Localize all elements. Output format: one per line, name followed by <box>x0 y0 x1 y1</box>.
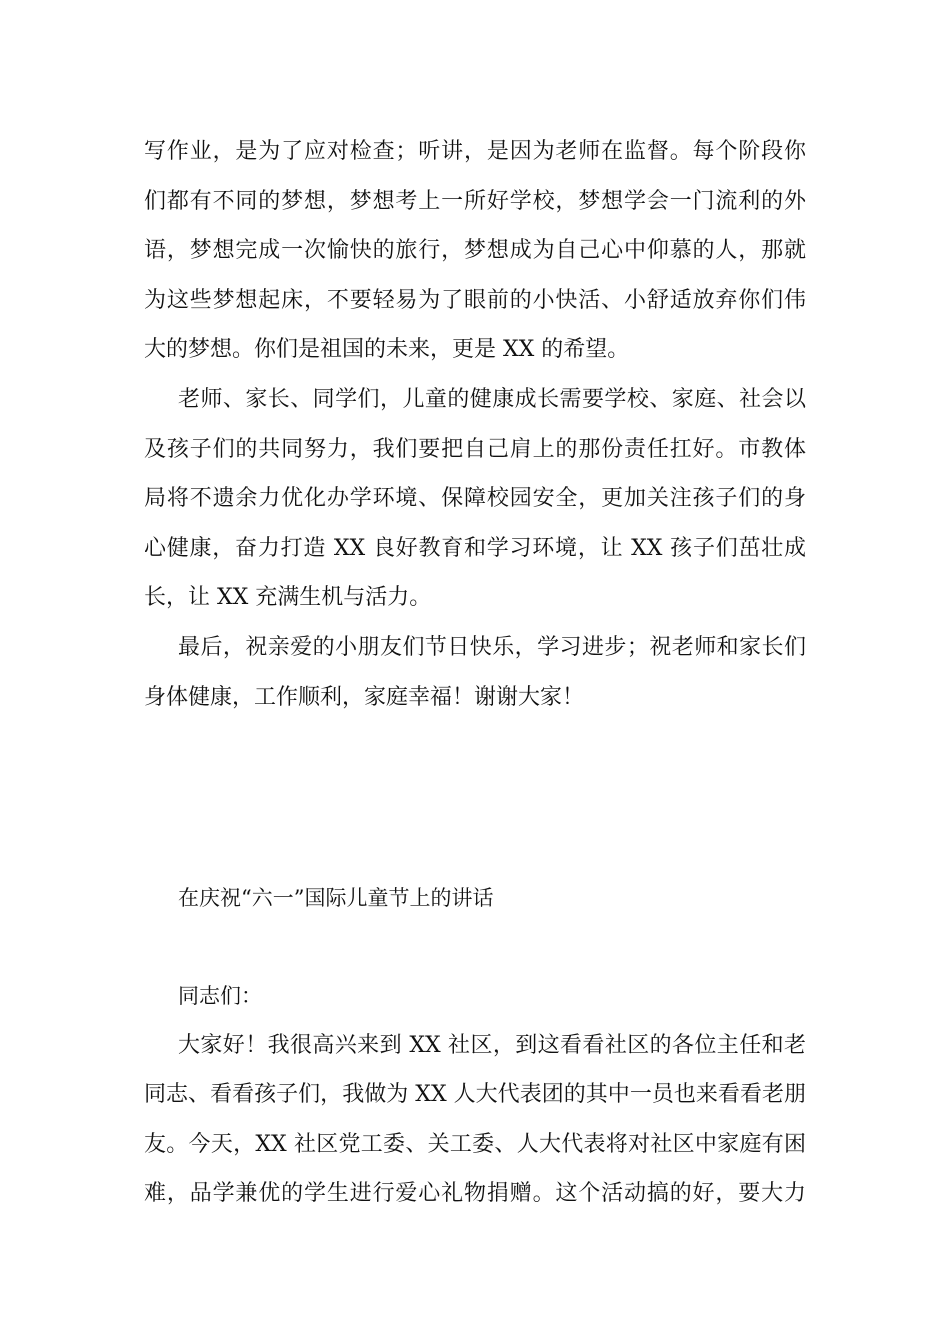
paragraph-line: 大的梦想。你们是祖国的未来，更是 XX 的希望。 <box>144 337 630 362</box>
paragraph-line: 长，让 XX 充满生机与活力。 <box>144 585 432 610</box>
paragraph-line: 局将不遗余力优化办学环境、保障校园安全，更加关注孩子们的身 <box>144 486 806 511</box>
paragraph-line: 及孩子们的共同努力，我们要把自己肩上的那份责任扛好。市教体 <box>144 437 806 462</box>
paragraph-line: 难，品学兼优的学生进行爱心礼物捐赠。这个活动搞的好，要大力 <box>144 1181 806 1206</box>
paragraph-line: 老师、家长、同学们，儿童的健康成长需要学校、家庭、社会以 <box>178 387 806 412</box>
paragraph-line: 语，梦想完成一次愉快的旅行，梦想成为自己心中仰慕的人，那就 <box>144 238 806 263</box>
paragraph-line: 心健康，奋力打造 XX 良好教育和学习环境，让 XX 孩子们茁壮成 <box>144 536 806 561</box>
paragraph-line: 写作业，是为了应对检查；听讲，是因为老师在监督。每个阶段你 <box>144 139 806 164</box>
paragraph-line: 最后，祝亲爱的小朋友们节日快乐，学习进步；祝老师和家长们 <box>178 635 806 660</box>
speech-title: 在庆祝“六一”国际儿童节上的讲话 <box>178 886 494 910</box>
paragraph-line: 身体健康，工作顺利，家庭幸福！谢谢大家！ <box>144 685 585 710</box>
paragraph-line: 友。今天，XX 社区党工委、关工委、人大代表将对社区中家庭有困 <box>144 1132 806 1157</box>
paragraph-line: 大家好！我很高兴来到 XX 社区，到这看看社区的各位主任和老 <box>178 1033 806 1058</box>
paragraph-line: 为这些梦想起床，不要轻易为了眼前的小快活、小舒适放弃你们伟 <box>144 288 806 313</box>
salutation: 同志们： <box>178 984 262 1008</box>
paragraph-line: 们都有不同的梦想，梦想考上一所好学校，梦想学会一门流利的外 <box>144 189 806 214</box>
paragraph-line: 同志、看看孩子们，我做为 XX 人大代表团的其中一员也来看看老朋 <box>144 1082 806 1107</box>
